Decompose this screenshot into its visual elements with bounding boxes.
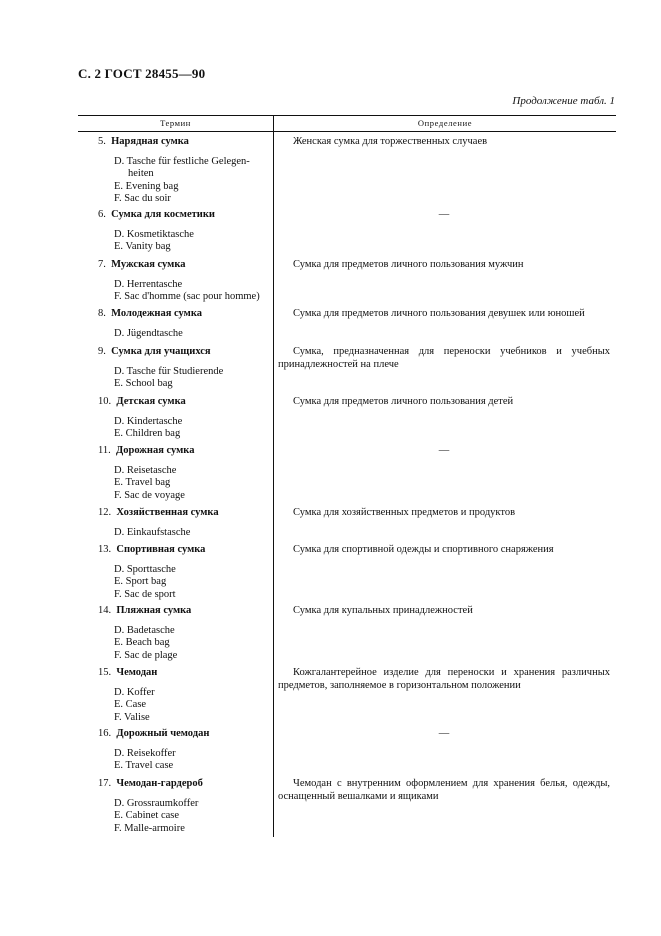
term-cell	[98, 209, 270, 254]
term-number: 8.	[98, 308, 106, 319]
foreign-equivalent: F. Sac de sport	[114, 588, 176, 600]
terms-table	[78, 115, 616, 837]
term-name: Сумка для косметики	[111, 209, 215, 220]
term-cell	[98, 507, 270, 539]
term-name: Мужская сумка	[111, 259, 186, 270]
foreign-equivalent: E. Children bag	[114, 428, 181, 439]
foreign-equivalent: F. Malle-armoire	[114, 822, 185, 834]
definition-cell: Кожгалантерейное изделие для переноски и хранения различных предметов, заполняемое в горизонтальном положении	[278, 667, 610, 691]
foreign-equivalent: E. Vanity bag	[114, 241, 171, 252]
term-number: 15.	[98, 667, 112, 678]
term-number: 7.	[98, 259, 106, 270]
term-cell	[98, 346, 270, 391]
term-name: Детская сумка	[116, 396, 186, 407]
term-cell	[98, 544, 270, 601]
foreign-equivalents	[98, 416, 270, 441]
definition-cell: Сумка для предметов личного пользования мужчин	[293, 259, 524, 270]
term-cell	[98, 728, 270, 773]
term-number: 9.	[98, 346, 106, 357]
foreign-equivalent: D. Einkaufstasche	[114, 526, 191, 538]
term-cell	[98, 308, 270, 340]
term-name: Сумка для учащихся	[111, 346, 211, 357]
term-name: Чемодан	[116, 667, 158, 678]
column-header-definition: Определение	[417, 118, 473, 128]
term-name: Пляжная сумка	[116, 605, 192, 616]
foreign-equivalents	[98, 748, 270, 773]
definition-cell: Сумка для хозяйственных предметов и продуктов	[293, 507, 516, 518]
term-number: 16.	[98, 728, 112, 739]
term-number: 14.	[98, 605, 112, 616]
foreign-equivalent: D. Grossraumkoffer	[114, 797, 199, 809]
foreign-equivalents	[98, 279, 270, 304]
definition-cell: Чемодан с внутренним оформлением для хранения белья, одежды, оснащенный вешалками и ящиками	[278, 778, 610, 802]
foreign-equivalents	[98, 465, 270, 503]
term-title	[98, 259, 270, 272]
term-cell	[98, 605, 270, 662]
term-cell	[98, 445, 270, 502]
term-title	[98, 667, 270, 680]
definition-cell: Сумка для предметов личного пользования девушек или юношей	[293, 308, 585, 319]
term-cell	[98, 259, 270, 304]
term-title	[98, 445, 270, 458]
term-name: Дорожная сумка	[116, 445, 195, 456]
definition-cell: —	[438, 209, 450, 220]
foreign-equivalent: D. Tasche für festliche Gelegen-	[114, 155, 250, 167]
foreign-equivalents	[98, 156, 270, 206]
term-name: Молодежная сумка	[111, 308, 202, 319]
foreign-equivalent: D. Koffer	[114, 686, 155, 698]
definition-cell: —	[438, 728, 450, 739]
table-header-rule	[78, 131, 616, 132]
definition-cell: Сумка для предметов личного пользования детей	[293, 396, 514, 407]
column-header-terms: Термин	[160, 118, 191, 128]
term-number: 11.	[98, 445, 111, 456]
foreign-equivalent: heiten	[128, 168, 154, 179]
definition-cell: Сумка для спортивной одежды и спортивного снаряжения	[293, 544, 554, 555]
term-title	[98, 507, 270, 520]
term-title	[98, 544, 270, 557]
foreign-equivalents	[98, 798, 270, 836]
term-number: 12.	[98, 507, 112, 518]
foreign-equivalent: D. Herrentasche	[114, 278, 183, 290]
foreign-equivalents	[98, 229, 270, 254]
foreign-equivalents	[98, 328, 270, 341]
foreign-equivalent: D. Tasche für Studierende	[114, 365, 224, 377]
term-name: Хозяйственная сумка	[116, 507, 219, 518]
foreign-equivalent: E. Cabinet case	[114, 810, 180, 821]
foreign-equivalent: D. Sporttasche	[114, 563, 176, 575]
foreign-equivalent: E. Sport bag	[114, 576, 167, 587]
term-name: Чемодан-гардероб	[116, 778, 203, 789]
term-title	[98, 728, 270, 741]
term-name: Спортивная сумка	[116, 544, 206, 555]
foreign-equivalent: E. Travel bag	[114, 477, 171, 488]
foreign-equivalents	[98, 527, 270, 540]
table-continuation-note: Продолжение табл. 1	[512, 95, 615, 107]
foreign-equivalents	[98, 625, 270, 663]
term-name: Нарядная сумка	[111, 136, 189, 147]
definition-cell: Женская сумка для торжественных случаев	[293, 136, 488, 147]
term-number: 6.	[98, 209, 106, 220]
foreign-equivalent: E. Travel case	[114, 760, 174, 771]
term-number: 13.	[98, 544, 112, 555]
foreign-equivalents	[98, 366, 270, 391]
term-title	[98, 396, 270, 409]
foreign-equivalent: E. Beach bag	[114, 637, 170, 648]
term-number: 5.	[98, 136, 106, 147]
foreign-equivalent: E. Evening bag	[114, 180, 179, 192]
definition-cell: Сумка для купальных принадлежностей	[293, 605, 473, 616]
term-cell	[98, 136, 270, 206]
foreign-equivalents	[98, 564, 270, 602]
foreign-equivalent: F. Valise	[114, 711, 150, 723]
table-top-rule	[78, 115, 616, 116]
term-title	[98, 346, 270, 359]
column-divider	[273, 115, 274, 837]
term-title	[98, 209, 270, 222]
term-cell	[98, 667, 270, 724]
foreign-equivalent: D. Jügendtasche	[114, 327, 183, 339]
foreign-equivalent: F. Sac du soir	[114, 193, 171, 204]
term-title	[98, 778, 270, 791]
foreign-equivalent: D. Kosmetiktasche	[114, 228, 194, 240]
term-cell	[98, 396, 270, 441]
term-cell	[98, 778, 270, 835]
term-title	[98, 308, 270, 321]
term-title	[98, 136, 270, 149]
term-title	[98, 605, 270, 618]
foreign-equivalent: D. Reisetasche	[114, 464, 177, 476]
foreign-equivalent: F. Sac de plage	[114, 649, 178, 661]
foreign-equivalent: E. School bag	[114, 378, 173, 389]
foreign-equivalent: D. Kindertasche	[114, 415, 183, 427]
foreign-equivalent: E. Case	[114, 699, 147, 710]
foreign-equivalent: F. Sac de voyage	[114, 489, 185, 501]
foreign-equivalent: F. Sac d'homme (sac pour homme)	[114, 291, 260, 302]
foreign-equivalent: D. Reisekoffer	[114, 747, 176, 759]
term-number: 17.	[98, 778, 112, 789]
foreign-equivalents	[98, 687, 270, 725]
page-header: С. 2 ГОСТ 28455—90	[78, 66, 206, 81]
definition-cell: —	[438, 445, 450, 456]
foreign-equivalent: D. Badetasche	[114, 624, 175, 636]
term-name: Дорожный чемодан	[116, 728, 210, 739]
definition-cell: Сумка, предназначенная для переноски учебников и учебных принадлежностей на плече	[278, 346, 610, 370]
term-number: 10.	[98, 396, 112, 407]
